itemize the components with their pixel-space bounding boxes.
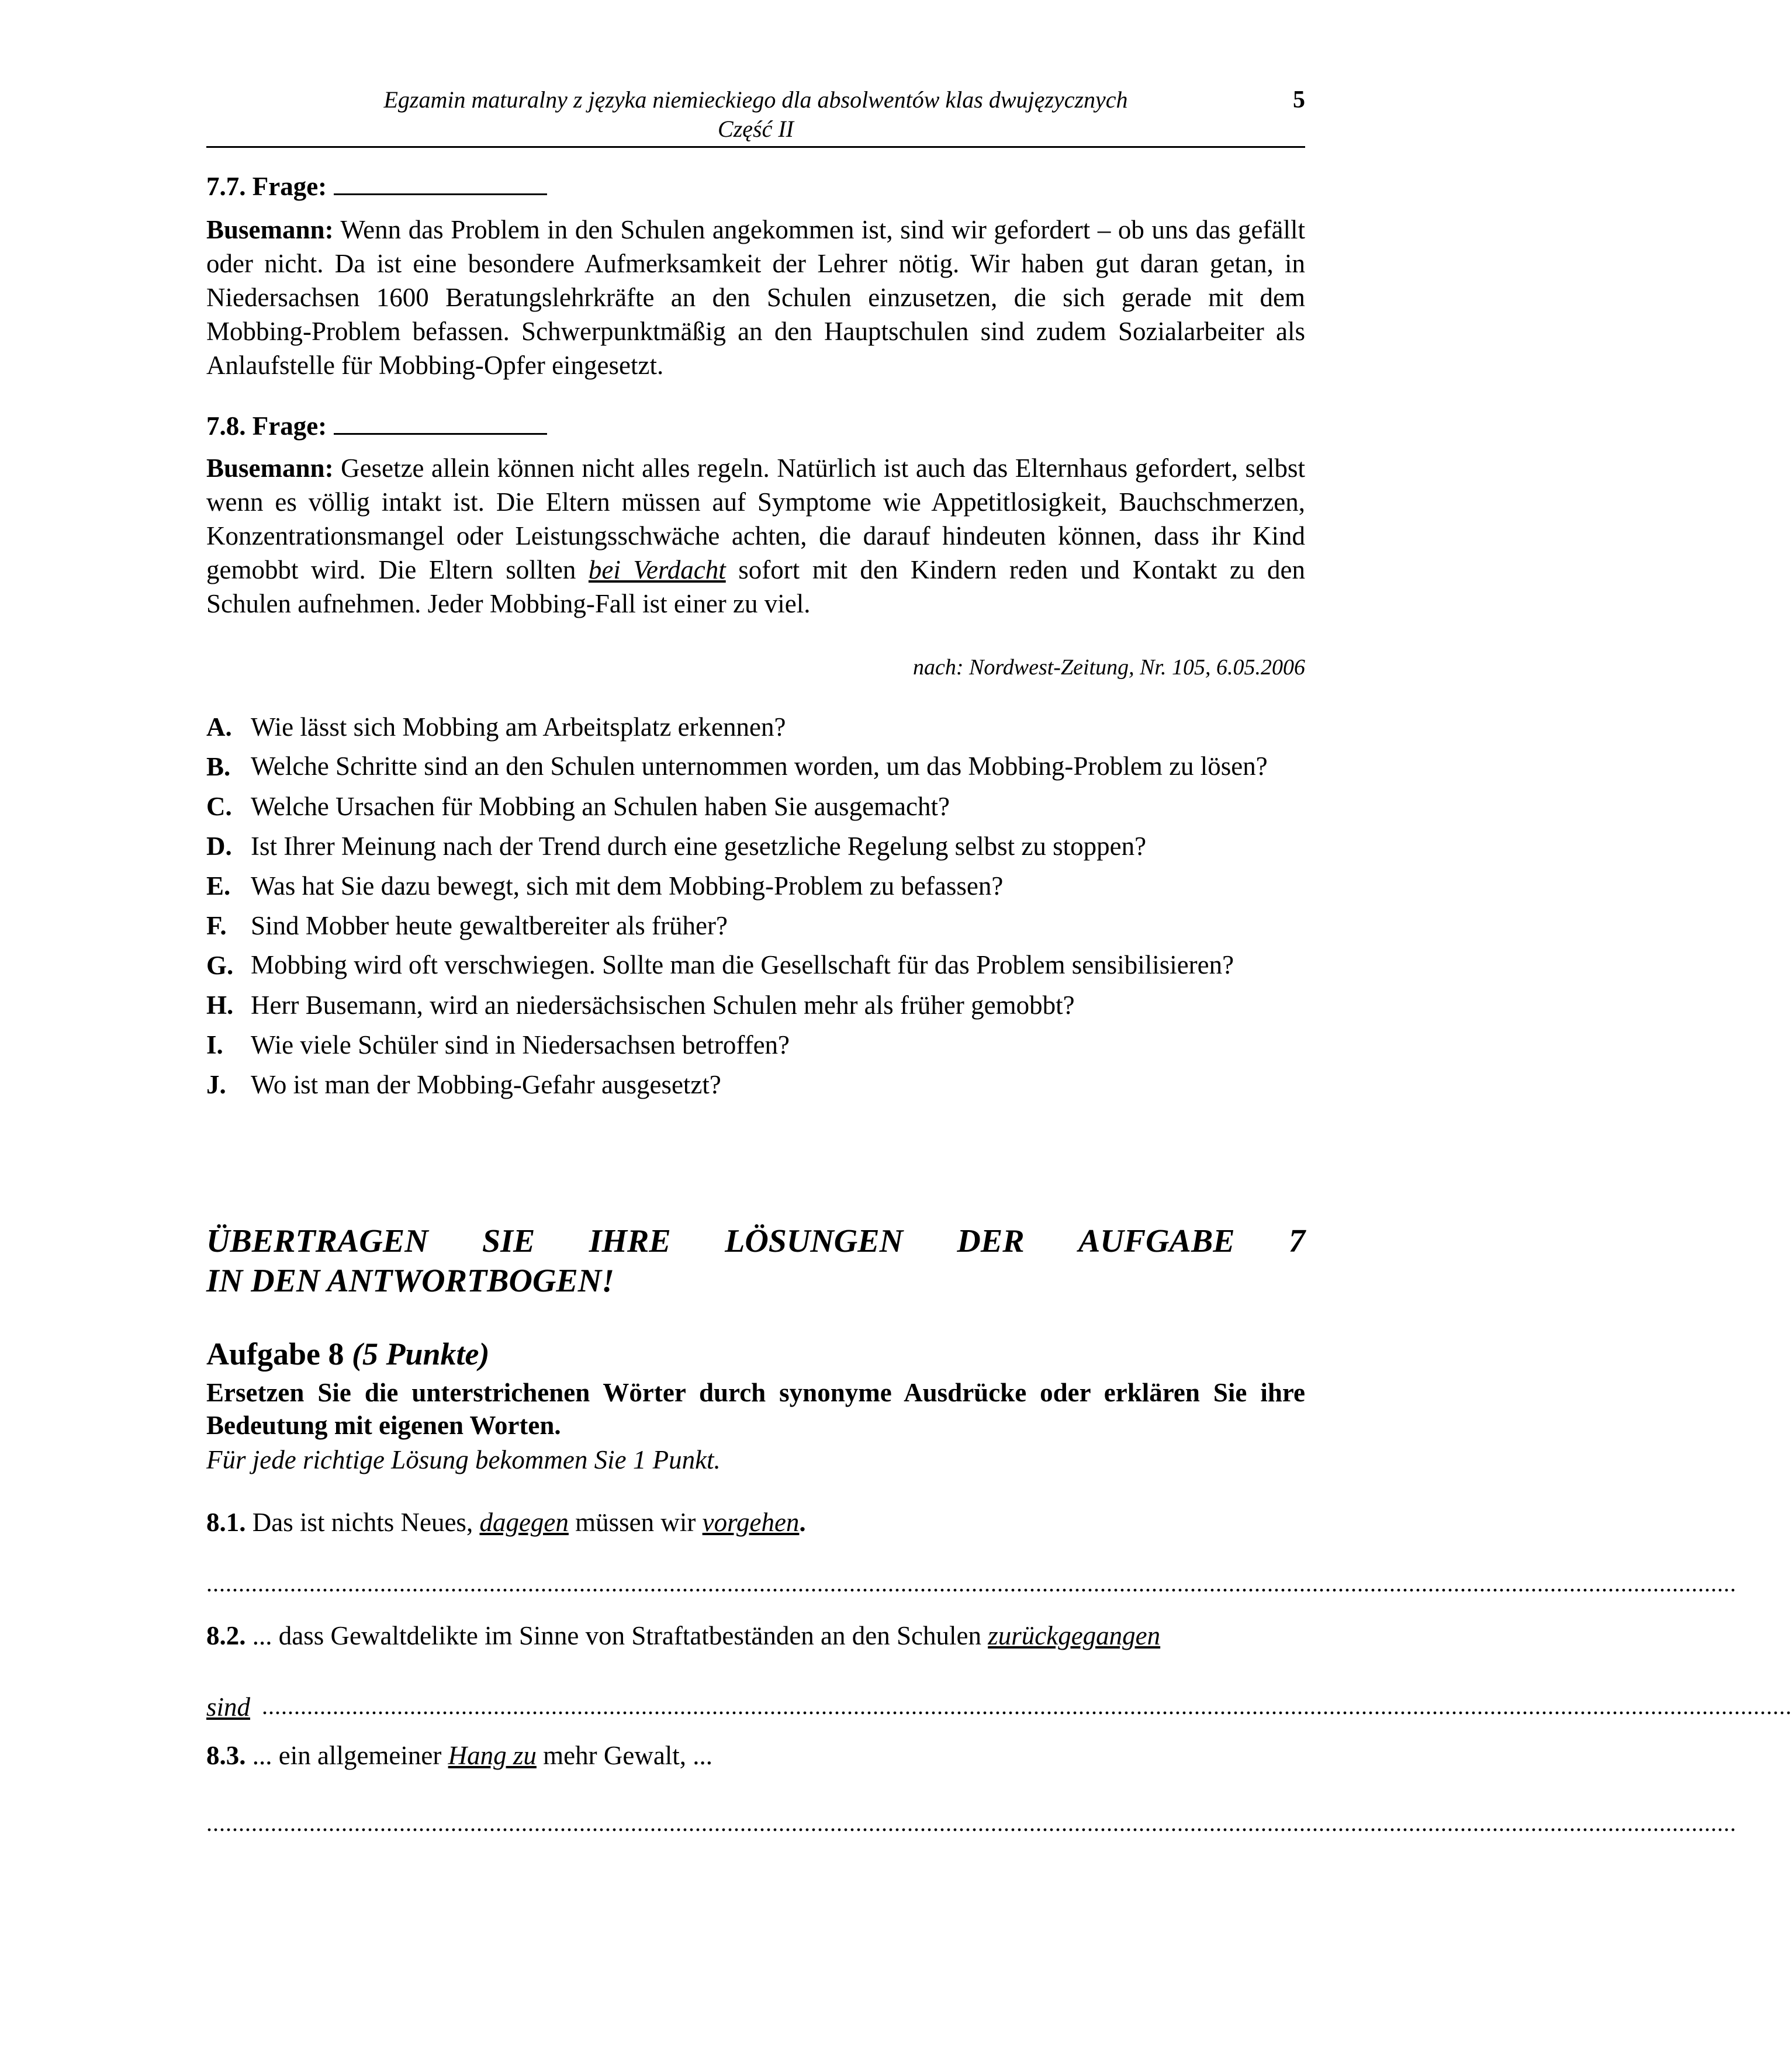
option-text: Wie viele Schüler sind in Niedersachsen betroffen? [251, 1030, 790, 1059]
underlined-word: dagegen [479, 1508, 569, 1537]
option-a [206, 707, 1305, 747]
task-8-scoring-note: Für jede richtige Lösung bekommen Sie 1 Punkt. [206, 1445, 721, 1474]
answer-line-8-3[interactable]: .............................................................................................................................................................................................................................................. [206, 1810, 1736, 1836]
answer-7-8 [206, 451, 1305, 621]
task-title-text: Aufgabe 8 [206, 1336, 344, 1372]
answer-text-part1: Gesetze allein können nicht alles regeln. Natürlich ist auch das Elternhaus gefordert, selbst wenn es völlig intakt ist. Die Eltern müssen auf Symptome wie Appetitlosigkeit, Bauchschmerzen, Konzentrationsmangel oder Leistungsschwäche achten, die darauf hindeuten können, dass ihr Kind gemobbt wird. Die Eltern sollten [206, 453, 1306, 584]
item-text: ... ein allgemeiner [245, 1741, 448, 1770]
option-key: J. [206, 1070, 226, 1099]
item-number: 8.3. [206, 1741, 246, 1770]
task-points: (5 Punkte) [352, 1336, 490, 1372]
transfer-word: 7 [1288, 1223, 1305, 1259]
question-label: 7.7. Frage: [206, 172, 327, 201]
transfer-line-1 [206, 1221, 1305, 1261]
transfer-word: DER [957, 1223, 1025, 1259]
option-text: Welche Ursachen für Mobbing an Schulen haben Sie ausgemacht? [251, 792, 950, 821]
item-text: ... dass Gewaltdelikte im Sinne von Straftatbeständen an den Schulen [245, 1621, 988, 1650]
answer-blank [334, 412, 547, 435]
transfer-word: SIE [482, 1223, 535, 1259]
option-text: Sind Mobber heute gewaltbereiter als früher? [251, 911, 728, 940]
underlined-word: zurückgegangen [988, 1621, 1161, 1650]
answer-7-7 [206, 213, 1305, 382]
item-text: . [799, 1508, 806, 1537]
option-text: Wie lässt sich Mobbing am Arbeitsplatz erkennen? [251, 712, 786, 742]
option-j [206, 1065, 1305, 1104]
question-7-8-heading [206, 409, 547, 443]
option-h [206, 985, 1305, 1025]
page-number: 5 [1293, 86, 1305, 113]
item-text: müssen wir [568, 1508, 703, 1537]
answer-blank [334, 172, 547, 195]
item-8-3 [206, 1739, 712, 1772]
option-text: Was hat Sie dazu bewegt, sich mit dem Mobbing-Problem zu befassen? [251, 871, 1004, 901]
item-text: mehr Gewalt, ... [536, 1741, 713, 1770]
page-header [206, 81, 1305, 148]
transfer-word: LÖSUNGEN [725, 1223, 904, 1259]
task-8-instruction: Ersetzen Sie die unterstrichenen Wörter durch synonyme Ausdrücke oder erklären Sie ihre Bedeutung mit eigenen Worten. [206, 1378, 1305, 1440]
option-key: A. [206, 712, 232, 742]
option-text: Herr Busemann, wird an niedersächsischen Schulen mehr als früher gemobbt? [251, 991, 1075, 1020]
option-key: B. [206, 752, 231, 781]
speaker-name: Busemann: [206, 215, 334, 244]
transfer-word: ÜBERTRAGEN [206, 1223, 428, 1259]
item-8-2-continued [206, 1690, 250, 1724]
option-key: G. [206, 951, 234, 980]
question-options-list [206, 707, 1305, 1104]
exam-title: Egzamin maturalny z języka niemieckiego dla absolwentów klas dwujęzycznych [383, 86, 1128, 113]
item-text: Das ist nichts Neues, [245, 1508, 480, 1537]
speaker-name: Busemann: [206, 453, 334, 483]
item-number: 8.2. [206, 1621, 246, 1650]
transfer-word: AUFGABE [1078, 1223, 1235, 1259]
option-key: D. [206, 832, 232, 861]
answer-text: Wenn das Problem in den Schulen angekommen ist, sind wir gefordert – ob uns das gefällt oder nicht. Da ist eine besondere Aufmerksamkeit der Lehrer nötig. Wir haben gut daran getan, in Niedersachsen 1600 Beratungslehrkräfte an den Schulen einzusetzen, die sich gerade mit dem Mobbing-Problem befassen. Schwerpunktmäßig an den Hauptschulen sind zudem Sozialarbeiter als Anlaufstelle für Mobbing-Opfer eingesetzt. [206, 215, 1305, 380]
option-g [206, 946, 1305, 985]
option-b [206, 747, 1305, 787]
underlined-word: vorgehen [702, 1508, 800, 1537]
option-key: I. [206, 1030, 223, 1059]
option-d [206, 826, 1305, 866]
option-key: H. [206, 991, 234, 1020]
task-8-title [206, 1335, 490, 1373]
option-text: Mobbing wird oft verschwiegen. Sollte man die Gesellschaft für das Problem sensibilisieren? [251, 950, 1234, 979]
source-citation: nach: Nordwest-Zeitung, Nr. 105, 6.05.2006 [913, 655, 1305, 680]
option-key: F. [206, 911, 227, 940]
option-key: C. [206, 792, 232, 821]
item-number: 8.1. [206, 1508, 246, 1537]
exam-page [206, 0, 1792, 2050]
question-label: 7.8. Frage: [206, 411, 327, 441]
item-8-2 [206, 1619, 1160, 1653]
question-7-7-heading [206, 169, 547, 203]
answer-text-part2: sofort mit den Kindern reden und Kontakt zu den Schulen aufnehmen. Jeder Mobbing-Fall ist einer zu viel. [206, 555, 1305, 618]
option-f [206, 906, 1305, 946]
item-8-1 [206, 1505, 806, 1539]
answer-line-8-2[interactable]: .............................................................................................................................................................................................................................................. [262, 1693, 1792, 1719]
transfer-word: IHRE [589, 1223, 671, 1259]
option-text: Welche Schritte sind an den Schulen unternommen worden, um das Mobbing-Problem zu lösen? [251, 752, 1268, 781]
option-e [206, 866, 1305, 906]
option-i [206, 1025, 1305, 1065]
exam-part: Część II [718, 116, 794, 142]
transfer-line-2: IN DEN ANTWORTBOGEN! [206, 1263, 615, 1299]
underlined-phrase: bei Verdacht [588, 555, 726, 584]
option-key: E. [206, 871, 231, 901]
underlined-word: Hang zu [448, 1741, 537, 1770]
underlined-word: sind [206, 1692, 251, 1722]
option-text: Wo ist man der Mobbing-Gefahr ausgesetzt? [251, 1070, 721, 1099]
option-c [206, 787, 1305, 826]
option-text: Ist Ihrer Meinung nach der Trend durch eine gesetzliche Regelung selbst zu stoppen? [251, 832, 1147, 861]
transfer-instruction [206, 1221, 1305, 1301]
answer-line-8-1[interactable]: .............................................................................................................................................................................................................................................. [206, 1570, 1736, 1597]
